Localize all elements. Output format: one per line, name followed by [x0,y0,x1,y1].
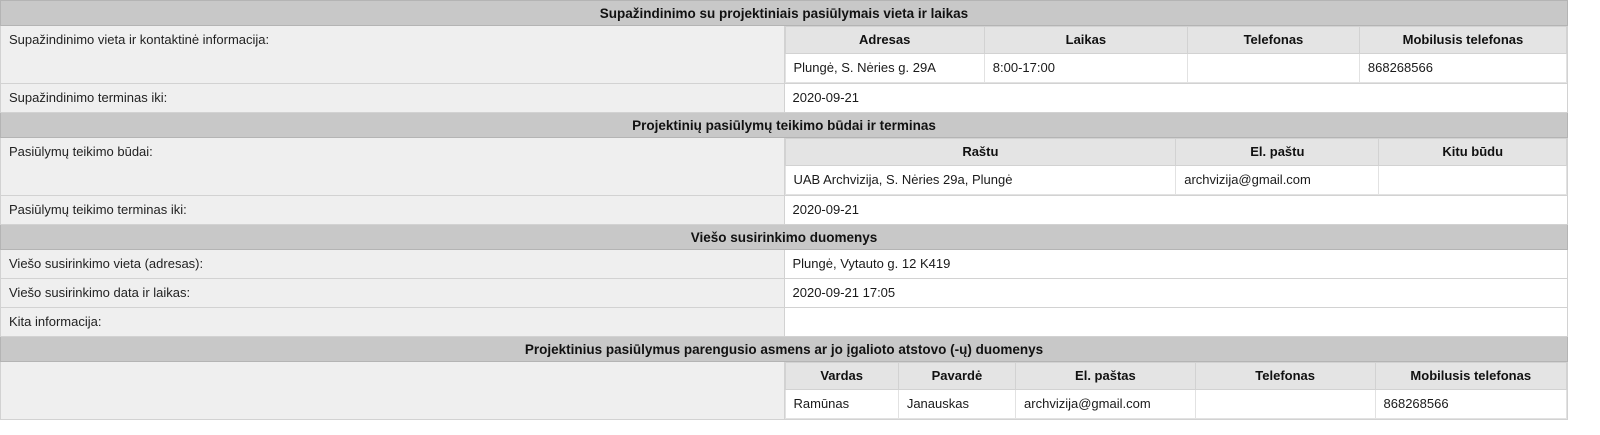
cell-pavarde: Janauskas [898,390,1015,419]
author-header-row [785,363,1567,390]
proposal-methods-table [785,138,1568,195]
cell-el-pastu: archvizija@gmail.com [1176,166,1379,195]
cell-telefonas [1187,54,1359,83]
value-meeting-place: Plungė, Vytauto g. 12 K419 [784,250,1568,279]
row-proposals-methods [1,138,1568,196]
label-meeting-other: Kita informacija: [1,308,785,337]
label-proposals-methods: Pasiūlymų teikimo būdai: [1,138,785,196]
label-meeting-place: Viešo susirinkimo vieta (adresas): [1,250,785,279]
cell-mobilusis-telefonas: 868268566 [1375,390,1567,419]
cell-laikas: 8:00-17:00 [984,54,1187,83]
cell-kitu-budu [1379,166,1567,195]
label-proposals-deadline: Pasiūlymų teikimo terminas iki: [1,196,785,225]
row-proposals-deadline [1,196,1568,225]
label-meeting-datetime: Viešo susirinkimo data ir laikas: [1,279,785,308]
cell-mobilusis-telefonas: 868268566 [1359,54,1566,83]
section-header-author [1,337,1568,362]
label-intro-place: Supažindinimo vieta ir kontaktinė informacija: [1,26,785,84]
col-vardas: Vardas [785,363,898,390]
value-proposals-methods [784,138,1568,196]
col-laikas: Laikas [984,27,1187,54]
col-kitu-budu: Kitu būdu [1379,139,1567,166]
cell-el-pastas: archvizija@gmail.com [1016,390,1196,419]
row-meeting-other [1,308,1568,337]
col-pavarde: Pavardė [898,363,1015,390]
cell-telefonas [1195,390,1375,419]
row-meeting-datetime [1,279,1568,308]
section-title-author: Projektinius pasiūlymus parengusio asmens ar jo įgalioto atstovo (-ų) duomenys [1,337,1568,362]
section-title-meeting: Viešo susirinkimo duomenys [1,225,1568,250]
row-intro-place [1,26,1568,84]
table-row [785,54,1567,83]
cell-rastu: UAB Archvizija, S. Nėries 29a, Plungė [785,166,1176,195]
section-header-intro [1,1,1568,26]
col-mobilusis-telefonas: Mobilusis telefonas [1359,27,1566,54]
author-table [785,362,1568,419]
value-proposals-deadline: 2020-09-21 [784,196,1568,225]
section-title-proposals: Projektinių pasiūlymų teikimo būdai ir terminas [1,113,1568,138]
label-intro-deadline: Supažindinimo terminas iki: [1,84,785,113]
cell-adresas: Plungė, S. Nėries g. 29A [785,54,984,83]
col-adresas: Adresas [785,27,984,54]
value-meeting-other [784,308,1568,337]
row-meeting-place [1,250,1568,279]
col-rastu: Raštu [785,139,1176,166]
table-row [785,390,1567,419]
cell-vardas: Ramūnas [785,390,898,419]
value-author-data [784,362,1568,420]
row-intro-deadline [1,84,1568,113]
table-row [785,166,1567,195]
intro-contact-header-row [785,27,1567,54]
section-title-intro: Supažindinimo su projektiniais pasiūlymais vieta ir laikas [1,1,1568,26]
intro-contact-table [785,26,1568,83]
section-header-meeting [1,225,1568,250]
col-el-pastu: El. paštu [1176,139,1379,166]
section-header-proposals [1,113,1568,138]
value-intro-deadline: 2020-09-21 [784,84,1568,113]
proposal-methods-header-row [785,139,1567,166]
value-meeting-datetime: 2020-09-21 17:05 [784,279,1568,308]
col-telefonas: Telefonas [1187,27,1359,54]
label-author-data [1,362,785,420]
col-mobilusis-telefonas: Mobilusis telefonas [1375,363,1567,390]
col-telefonas: Telefonas [1195,363,1375,390]
col-el-pastas: El. paštas [1016,363,1196,390]
value-intro-place [784,26,1568,84]
row-author-data [1,362,1568,420]
